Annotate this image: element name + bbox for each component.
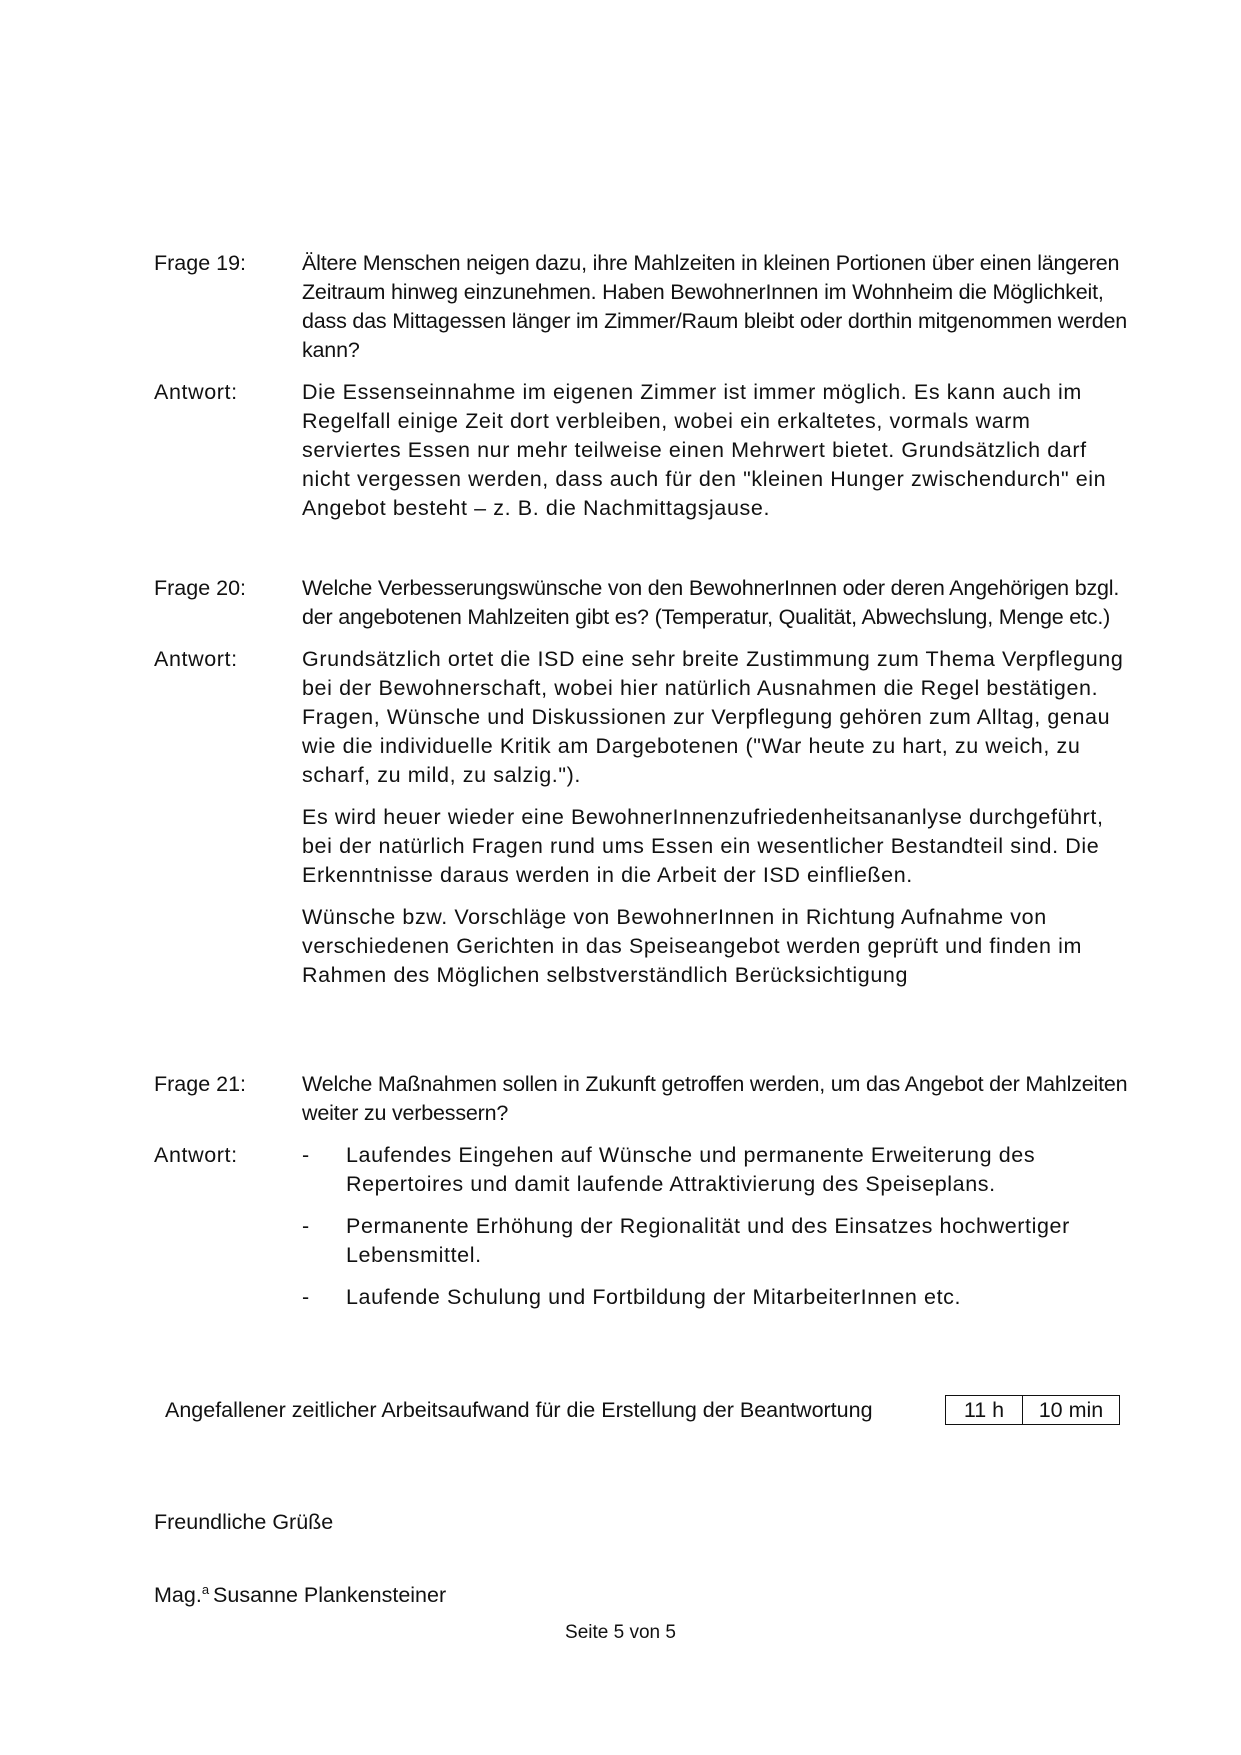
signature-title: Mag. — [154, 1583, 202, 1607]
list-item — [302, 1283, 1134, 1312]
answer-20-paragraph-3: Wünsche bzw. Vorschläge von BewohnerInnen in Richtung Aufnahme von verschiedenen Gerichten in das Speiseangebot werden geprüft und finden im Rahmen des Möglichen selbstverständlich Berücksichtigung — [302, 905, 1083, 987]
question-19-row — [154, 249, 1134, 365]
question-20-text: Welche Verbesserungswünsche von den BewohnerInnen oder deren Angehörigen bzgl. der angebotenen Mahlzeiten gibt es? (Temperatur, Qualität, Abwechslung, Menge etc.) — [302, 576, 1120, 629]
question-20-block — [154, 574, 1134, 990]
answer-19-label: Antwort: — [154, 380, 238, 404]
list-item — [302, 1141, 1134, 1199]
effort-label: Angefallener zeitlicher Arbeitsaufwand für die Erstellung der Beantwortung — [165, 1397, 873, 1422]
closing-greeting: Freundliche Grüße — [154, 1510, 334, 1534]
question-21-block — [154, 1070, 1134, 1325]
answer-19-row — [154, 378, 1134, 523]
bullet-dash: - — [302, 1285, 310, 1309]
signature-title-sup: a — [201, 1582, 210, 1597]
list-item-text: Permanente Erhöhung der Regionalität und des Einsatzes hochwertiger Lebensmittel. — [346, 1214, 1070, 1267]
question-20-label: Frage 20: — [154, 576, 247, 600]
bullet-dash: - — [302, 1214, 310, 1238]
answer-20-paragraph-1: Grundsätzlich ortet die ISD eine sehr breite Zustimmung zum Thema Verpflegung bei der Bewohnerschaft, wobei hier natürlich Ausnahmen die Regel bestätigen. Fragen, Wünsche und Diskussionen zur Verpflegung gehören zum Alltag, genau wie die individuelle Kritik am Dargebotenen ("War heute zu hart, zu weich, zu scharf, zu mild, zu salzig."). — [302, 647, 1124, 787]
question-19-label: Frage 19: — [154, 251, 247, 275]
effort-box — [945, 1395, 1120, 1425]
answer-19-text: Die Essenseinnahme im eigenen Zimmer ist immer möglich. Es kann auch im Regelfall einige Zeit dort verbleiben, wobei ein erkaltetes, vormals warm serviertes Essen nur mehr teilweise einen Mehrwert bietet. Grundsätzlich darf nicht vergessen werden, dass auch für den "kleinen Hunger zwischendurch" ein Angebot besteht – z. B. die Nachmittagsjause. — [302, 380, 1107, 520]
question-20-row — [154, 574, 1134, 632]
answer-20-label: Antwort: — [154, 647, 238, 671]
answer-21-list — [302, 1141, 1134, 1325]
answer-21-row — [154, 1141, 1134, 1325]
answer-21-label: Antwort: — [154, 1143, 238, 1167]
question-19-text: Ältere Menschen neigen dazu, ihre Mahlzeiten in kleinen Portionen über einen längeren Zeitraum hinweg einzunehmen. Haben BewohnerInnen im Wohnheim die Möglichkeit, dass das Mittagessen länger im Zimmer/Raum bleibt oder dorthin mitgenommen werden kann? — [302, 251, 1128, 362]
page-footer: Seite 5 von 5 — [565, 1622, 676, 1643]
question-21-text: Welche Maßnahmen sollen in Zukunft getroffen werden, um das Angebot der Mahlzeiten weiter zu verbessern? — [302, 1072, 1128, 1125]
answer-20-row — [154, 645, 1134, 990]
list-item — [302, 1212, 1134, 1270]
bullet-dash: - — [302, 1143, 310, 1167]
effort-hours: 11 h — [946, 1396, 1023, 1424]
list-item-text: Laufende Schulung und Fortbildung der MitarbeiterInnen etc. — [346, 1285, 962, 1309]
effort-row — [165, 1395, 1120, 1425]
question-21-label: Frage 21: — [154, 1072, 247, 1096]
signature — [154, 1582, 446, 1608]
question-19-block — [154, 249, 1134, 523]
signature-name: Susanne Plankensteiner — [213, 1583, 447, 1607]
answer-20-body — [302, 645, 1134, 990]
effort-minutes: 10 min — [1038, 1398, 1104, 1422]
question-21-row — [154, 1070, 1134, 1128]
list-item-text: Laufendes Eingehen auf Wünsche und permanente Erweiterung des Repertoires und damit laufende Attraktivierung des Speiseplans. — [346, 1143, 1036, 1196]
answer-20-paragraph-2: Es wird heuer wieder eine BewohnerInnenzufriedenheitsananlyse durchgeführt, bei der natürlich Fragen rund ums Essen ein wesentlicher Bestandteil sind. Die Erkenntnisse daraus werden in die Arbeit der ISD einfließen. — [302, 805, 1104, 887]
